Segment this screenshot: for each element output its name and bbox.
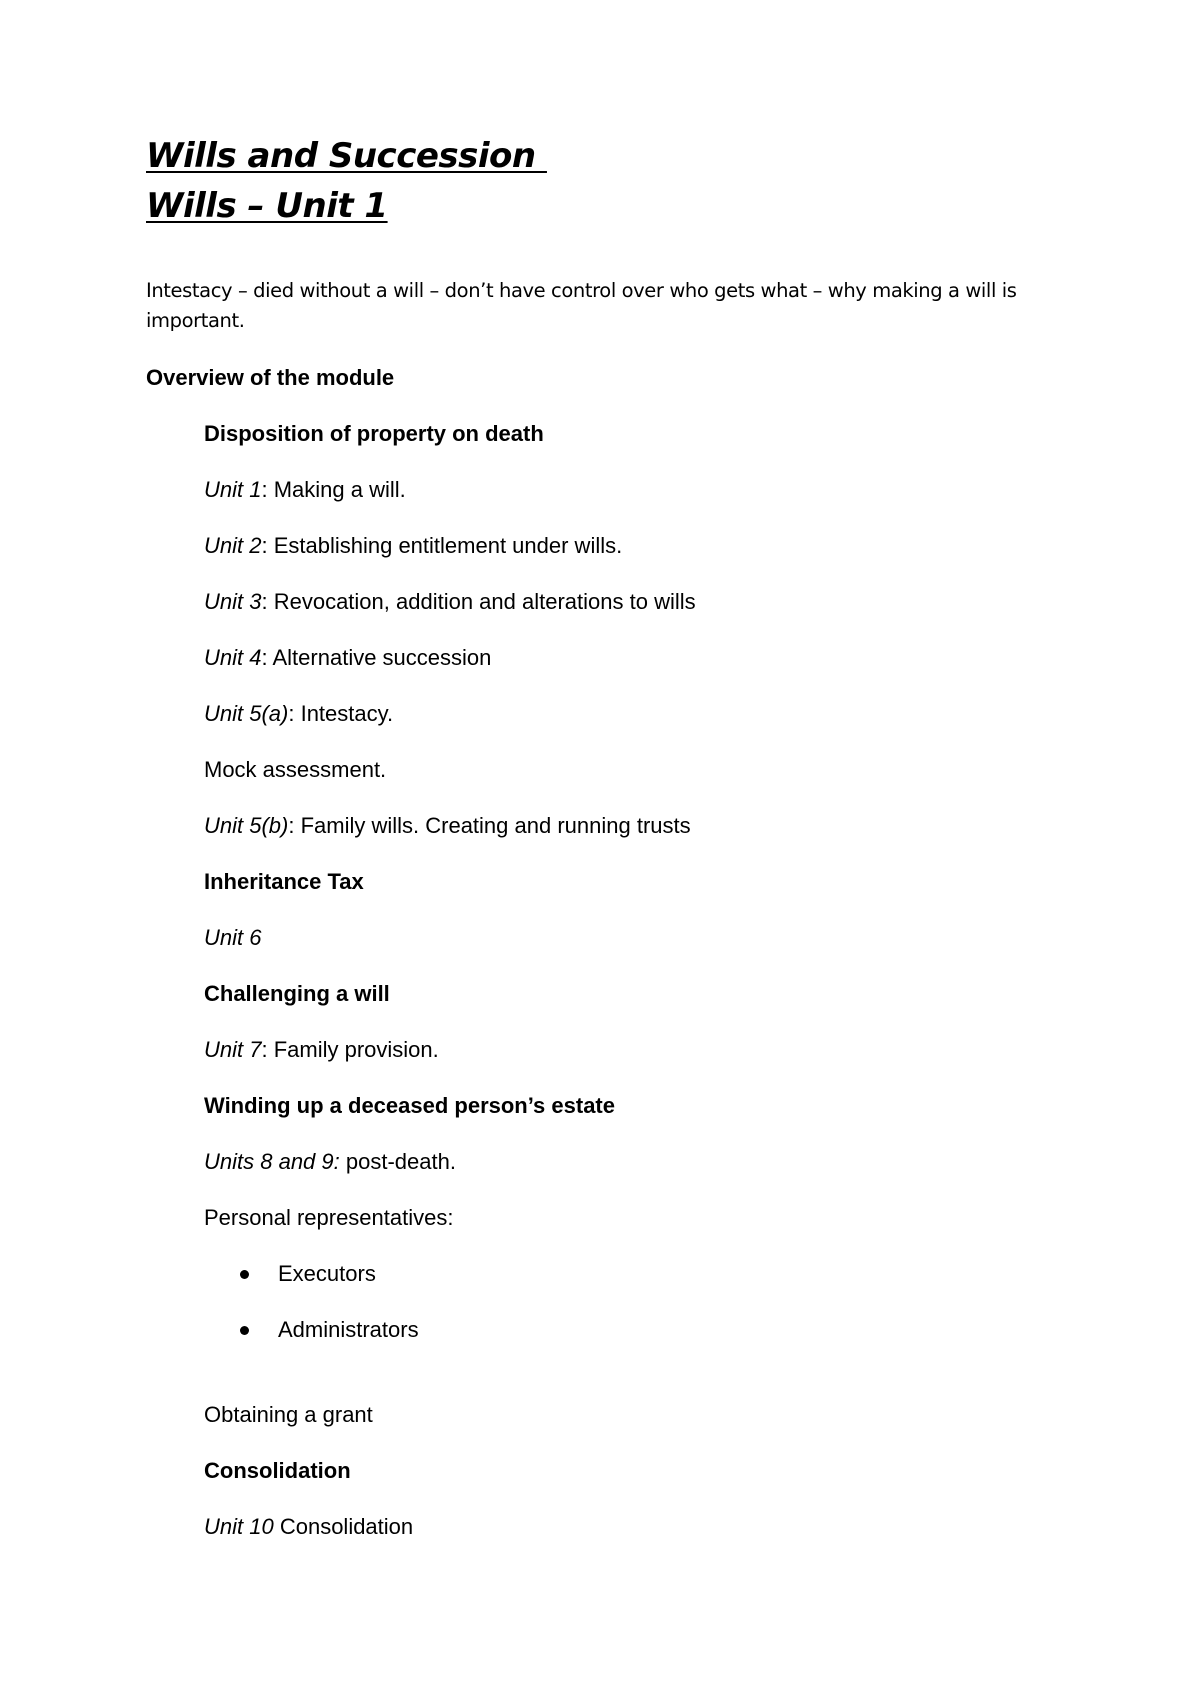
unit-desc: : Family wills. Creating and running trusts	[288, 813, 691, 838]
unit-entry	[204, 532, 622, 560]
document-subtitle: Wills – Unit 1	[146, 186, 388, 226]
unit-entry	[204, 812, 691, 840]
personal-representatives-label: Personal representatives:	[204, 1205, 454, 1230]
unit-entry	[204, 476, 406, 504]
unit-entry	[204, 1036, 439, 1064]
unit-ref: Unit 3	[204, 589, 262, 614]
section-heading-challenging: Challenging a will	[204, 981, 390, 1006]
unit-desc: post-death.	[339, 1149, 456, 1174]
document-title: Wills and Succession	[146, 136, 547, 176]
list-item-text: Administrators	[278, 1317, 419, 1342]
unit-ref: Unit 7	[204, 1037, 262, 1062]
section-heading-winding-up: Winding up a deceased person’s estate	[204, 1093, 615, 1118]
unit-entry	[204, 644, 491, 672]
unit-entry	[204, 1148, 456, 1176]
unit-desc: : Family provision.	[261, 1037, 439, 1062]
unit-ref: Unit 4	[204, 645, 262, 670]
section-heading-disposition: Disposition of property on death	[204, 421, 544, 446]
unit-desc: : Alternative succession	[261, 645, 492, 670]
unit-desc: : Intestacy.	[288, 701, 394, 726]
unit-ref: Unit 10	[204, 1514, 274, 1539]
section-heading-consolidation: Consolidation	[204, 1458, 351, 1483]
unit-entry	[204, 588, 696, 616]
unit-ref: Unit 5(b)	[204, 813, 289, 838]
bullet-icon	[240, 1326, 249, 1335]
unit-ref: Unit 2	[204, 533, 262, 558]
unit-ref: Unit 6	[204, 925, 262, 950]
bullet-icon	[240, 1270, 249, 1279]
mock-assessment: Mock assessment.	[204, 757, 387, 782]
list-item-text: Executors	[278, 1261, 376, 1286]
unit-entry	[204, 700, 393, 728]
unit-ref: Unit 5(a)	[204, 701, 289, 726]
unit-desc: Consolidation	[273, 1514, 414, 1539]
unit-ref: Units 8 and 9:	[204, 1149, 340, 1174]
unit-entry	[204, 1513, 413, 1541]
section-heading-inheritance-tax: Inheritance Tax	[204, 869, 364, 894]
unit-desc: : Revocation, addition and alterations to wills	[261, 589, 696, 614]
unit-entry	[204, 924, 261, 952]
unit-desc: : Making a will.	[261, 477, 406, 502]
unit-ref: Unit 1	[204, 477, 262, 502]
overview-heading: Overview of the module	[146, 365, 395, 390]
intro-paragraph: Intestacy – died without a will – don’t have control over who gets what – why making a will is important.	[146, 279, 1017, 332]
unit-desc: : Establishing entitlement under wills.	[261, 533, 623, 558]
obtaining-grant: Obtaining a grant	[204, 1402, 373, 1427]
